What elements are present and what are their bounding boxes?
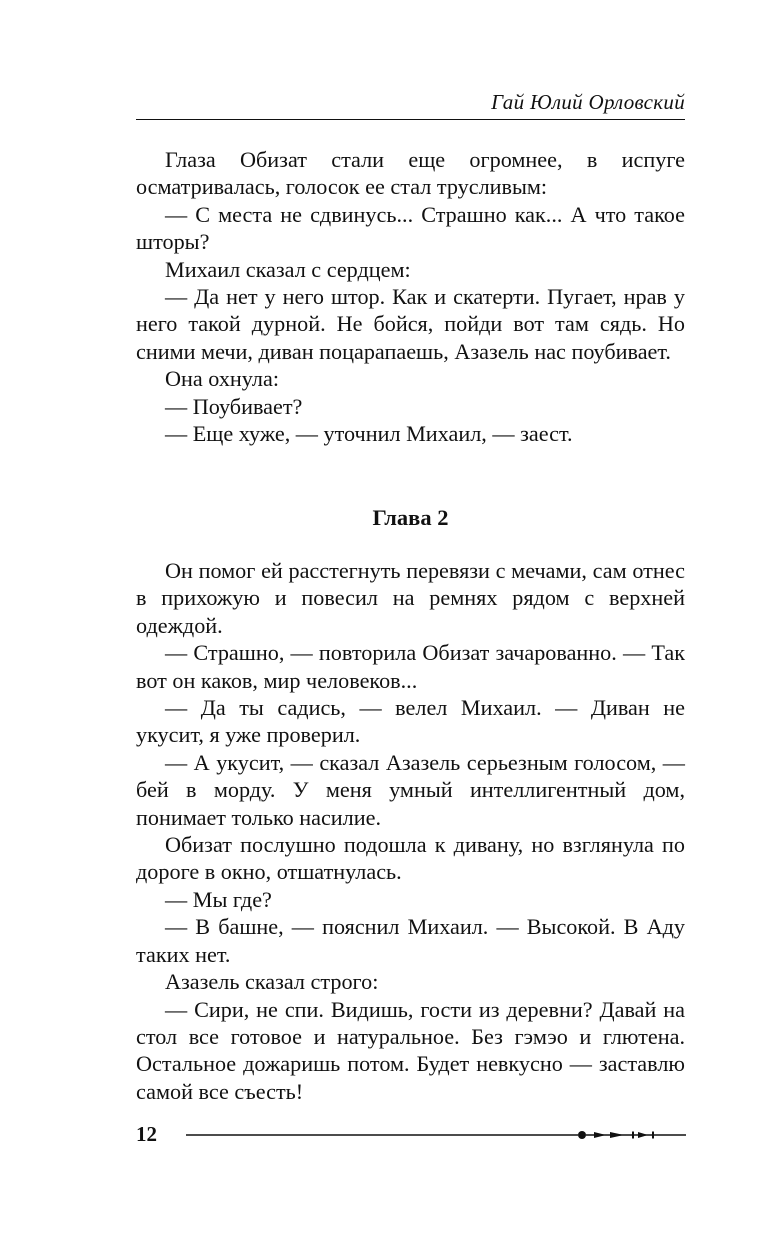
header-rule <box>136 119 685 120</box>
footer-ornament-rule <box>186 1127 686 1143</box>
paragraph: — Страшно, — повторила Обизат зачарованно. — Так вот он каков, мир человеков... <box>136 640 685 693</box>
chapter-title: Глава 2 <box>372 505 449 530</box>
paragraph: — Еще хуже, — уточнил Михаил, — заест. <box>165 421 573 447</box>
paragraph: Она охнула: <box>165 366 280 392</box>
paragraph: Глаза Обизат стали еще огромнее, в испуге осматривалась, голосок ее стал трусливым: <box>136 147 685 200</box>
page-number: 12 <box>136 1122 157 1146</box>
paragraph: — Поубивает? <box>165 393 303 419</box>
running-head-author: Гай Юлий Орловский <box>491 90 685 114</box>
text-block-2 <box>136 557 685 1105</box>
paragraph: Он помог ей расстегнуть перевязи с мечами, сам отнес в прихожую и повесил на ремнях рядом с верхней одеждой. <box>136 558 685 638</box>
paragraph: — Сири, не спи. Видишь, гости из деревни? Давай на стол все готовое и натуральное. Без гэмэо и глютена. Остальное дожаришь потом. Будет невкусно — заставлю самой все съесть! <box>136 996 685 1104</box>
paragraph: — Да ты садись, — велел Михаил. — Диван не укусит, я уже проверил. <box>136 695 685 748</box>
text-block-1 <box>136 146 685 447</box>
paragraph: — В башне, — пояснил Михаил. — Высокой. В Аду таких нет. <box>136 914 685 967</box>
paragraph: Михаил сказал с сердцем: <box>165 256 411 282</box>
paragraph: — С места не сдвинусь... Страшно как... А что такое шторы? <box>136 201 685 255</box>
paragraph: Азазель сказал строго: <box>165 969 379 995</box>
paragraph: — А укусит, — сказал Азазель серьезным голосом, — бей в морду. У меня умный интеллигентный дом, понимает только насилие. <box>136 749 685 830</box>
paragraph: — Мы где? <box>165 886 272 912</box>
paragraph: — Да нет у него штор. Как и скатерти. Пугает, нрав у него такой дурной. Не бойся, пойди вот там сядь. Но сними мечи, диван поцарапаешь, Азазель нас поубивает. <box>136 284 685 364</box>
paragraph: Обизат послушно подошла к дивану, но взглянула по дороге в окно, отшатнулась. <box>136 832 685 885</box>
